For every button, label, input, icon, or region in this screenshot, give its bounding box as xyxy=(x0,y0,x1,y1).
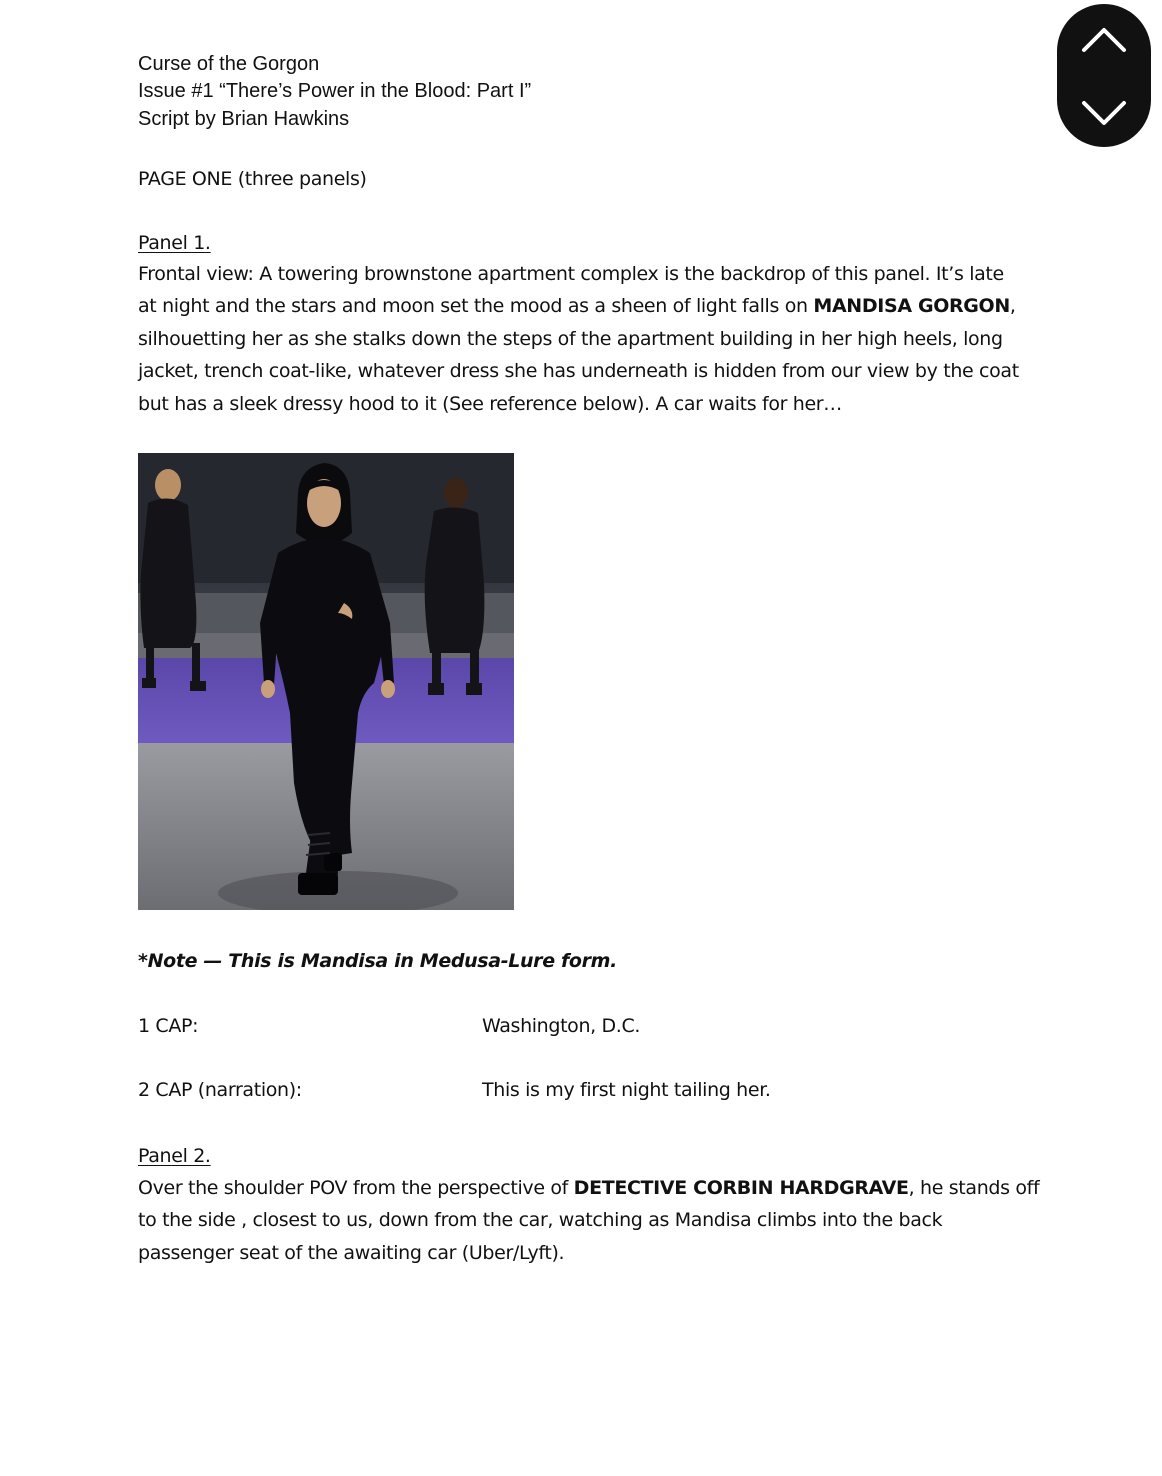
caption-text: Washington, D.C. xyxy=(482,1015,641,1037)
reference-photo xyxy=(138,453,514,910)
panel-2-label: Panel 2. xyxy=(138,1145,211,1167)
description-line: silhouetting her as she stalks down the steps of the apartment building in her high heels, long xyxy=(138,327,1003,350)
panel-2-description xyxy=(138,1172,1038,1269)
description-line: to the side , closest to us, down from the car, watching as Mandisa climbs into the back xyxy=(138,1209,943,1232)
character-name-mandisa: MANDISA GORGON xyxy=(813,295,1010,318)
description-line: jacket, trench coat-like, whatever dress she has underneath is hidden from our view by the coat xyxy=(138,360,1019,383)
script-byline: Script by Brian Hawkins xyxy=(138,108,350,130)
description-line: Frontal view: A towering brownstone apartment complex is the backdrop of this panel. It’s late xyxy=(138,263,1004,285)
page-heading: PAGE ONE (three panels) xyxy=(138,168,367,190)
caption-label: 2 CAP (narration): xyxy=(138,1079,302,1101)
description-line: passenger seat of the awaiting car (Uber/Lyft). xyxy=(138,1241,565,1264)
caption-text: This is my first night tailing her. xyxy=(482,1079,771,1101)
issue-title: Issue #1 “There’s Power in the Blood: Part I” xyxy=(138,80,532,102)
scroll-down-button[interactable] xyxy=(1057,77,1151,147)
panel-1-description xyxy=(138,258,1038,420)
form-note: *Note — This is Mandisa in Medusa-Lure form. xyxy=(138,950,617,972)
script-title: Curse of the Gorgon xyxy=(138,53,320,75)
panel-1-label: Panel 1. xyxy=(138,232,211,254)
caption-label: 1 CAP: xyxy=(138,1015,199,1037)
description-line: Over the shoulder POV from the perspective of DETECTIVE CORBIN HARDGRAVE, he stands off xyxy=(138,1177,1040,1199)
runway-model-image xyxy=(138,453,514,910)
scroll-up-button[interactable] xyxy=(1057,6,1151,76)
page-scroll-controls xyxy=(1057,4,1151,147)
chevron-down-icon xyxy=(1057,77,1151,147)
character-name-corbin: DETECTIVE CORBIN HARDGRAVE xyxy=(573,1177,909,1199)
description-line: but has a sleek dressy hood to it (See reference below). A car waits for her… xyxy=(138,392,842,415)
chevron-up-icon xyxy=(1057,6,1151,76)
description-line: at night and the stars and moon set the mood as a sheen of light falls on MANDISA GORGON, xyxy=(138,295,1016,318)
